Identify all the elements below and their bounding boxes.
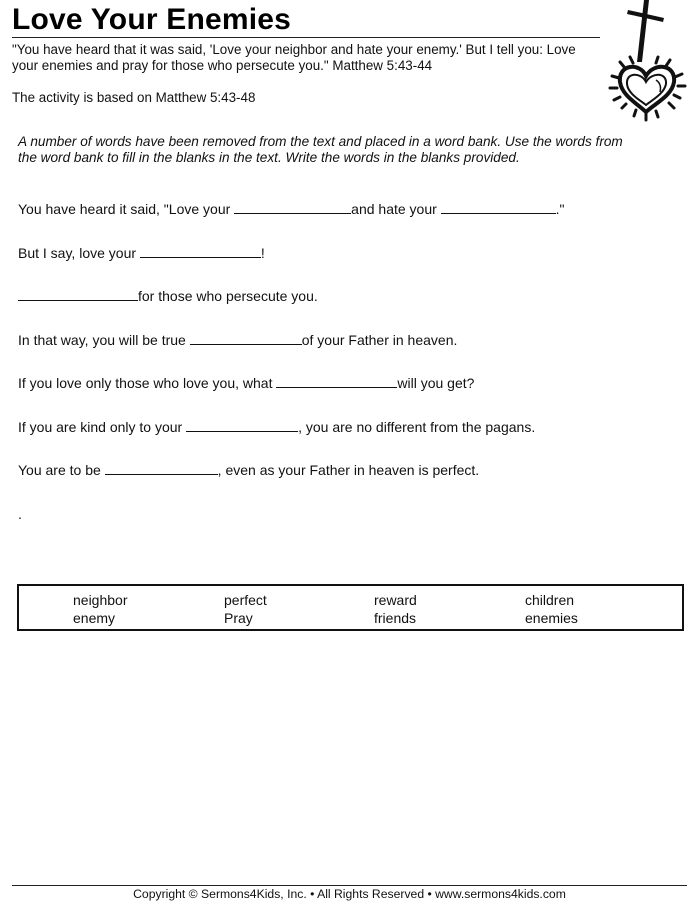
blank-6[interactable] (276, 374, 397, 388)
sentence-4 (18, 331, 457, 349)
blank-1[interactable] (234, 200, 351, 214)
sentence-5-after: will you get? (397, 375, 475, 391)
sentence-1 (18, 200, 565, 218)
sentence-6-before: If you are kind only to your (18, 419, 187, 435)
blank-8[interactable] (105, 461, 218, 475)
stray-period: . (18, 506, 22, 522)
blank-7[interactable] (186, 418, 298, 432)
sentence-2-before: But I say, love your (18, 245, 140, 261)
sentence-2-after: ! (260, 245, 265, 261)
sentence-7 (18, 461, 479, 479)
sentence-6-after: , you are no different from the pagans. (298, 419, 536, 435)
intro-quote-line-2: your enemies and pray for those who persecute you." Matthew 5:43-44 (12, 58, 433, 73)
word-bank-word: enemies (525, 610, 578, 626)
blank-4[interactable] (18, 287, 138, 301)
word-bank-word: perfect (224, 592, 267, 608)
sentence-3 (18, 287, 318, 305)
word-bank-word: friends (374, 610, 417, 626)
cross-and-heart-icon (606, 0, 688, 122)
scripture-reference: The activity is based on Matthew 5:43-48 (12, 90, 256, 105)
sentence-7-before: You are to be (18, 462, 105, 478)
word-bank-word: Pray (224, 610, 253, 626)
sentence-1-after: ." (555, 201, 565, 217)
instructions-text: A number of words have been removed from the text and placed in a word bank. Use the words from the word bank to fill in the blanks in the text. Write the words in the blanks provided. (18, 134, 623, 165)
sentence-2 (18, 244, 265, 262)
sentence-4-after: of your Father in heaven. (301, 332, 458, 348)
blank-2[interactable] (441, 200, 556, 214)
word-bank-word: enemy (73, 610, 116, 626)
blank-3[interactable] (140, 244, 261, 258)
word-bank-word: neighbor (73, 592, 128, 608)
word-bank-word: children (525, 592, 575, 608)
footer-divider (12, 885, 687, 886)
sentence-3-after: for those who persecute you. (138, 288, 318, 304)
word-bank-word: reward (374, 592, 417, 608)
sentence-7-after: , even as your Father in heaven is perfect. (217, 462, 480, 478)
sentence-5 (18, 374, 474, 392)
blank-5[interactable] (190, 331, 302, 345)
sentence-5-before: If you love only those who love you, what (18, 375, 277, 391)
intro-quote (12, 42, 602, 74)
copyright-footer: Copyright © Sermons4Kids, Inc. • All Rights Reserved • www.sermons4kids.com (133, 887, 566, 901)
sentence-4-before: In that way, you will be true (18, 332, 190, 348)
sentence-1-middle: and hate your (351, 201, 441, 217)
word-bank (17, 584, 684, 631)
title-divider (12, 37, 600, 38)
sentence-6 (18, 418, 535, 436)
sentence-1-before: You have heard it said, "Love your (18, 201, 235, 217)
page-title: Love Your Enemies (12, 3, 292, 36)
intro-quote-line-1: "You have heard that it was said, 'Love your neighbor and hate your enemy.' But I tell you: Love (12, 42, 576, 57)
